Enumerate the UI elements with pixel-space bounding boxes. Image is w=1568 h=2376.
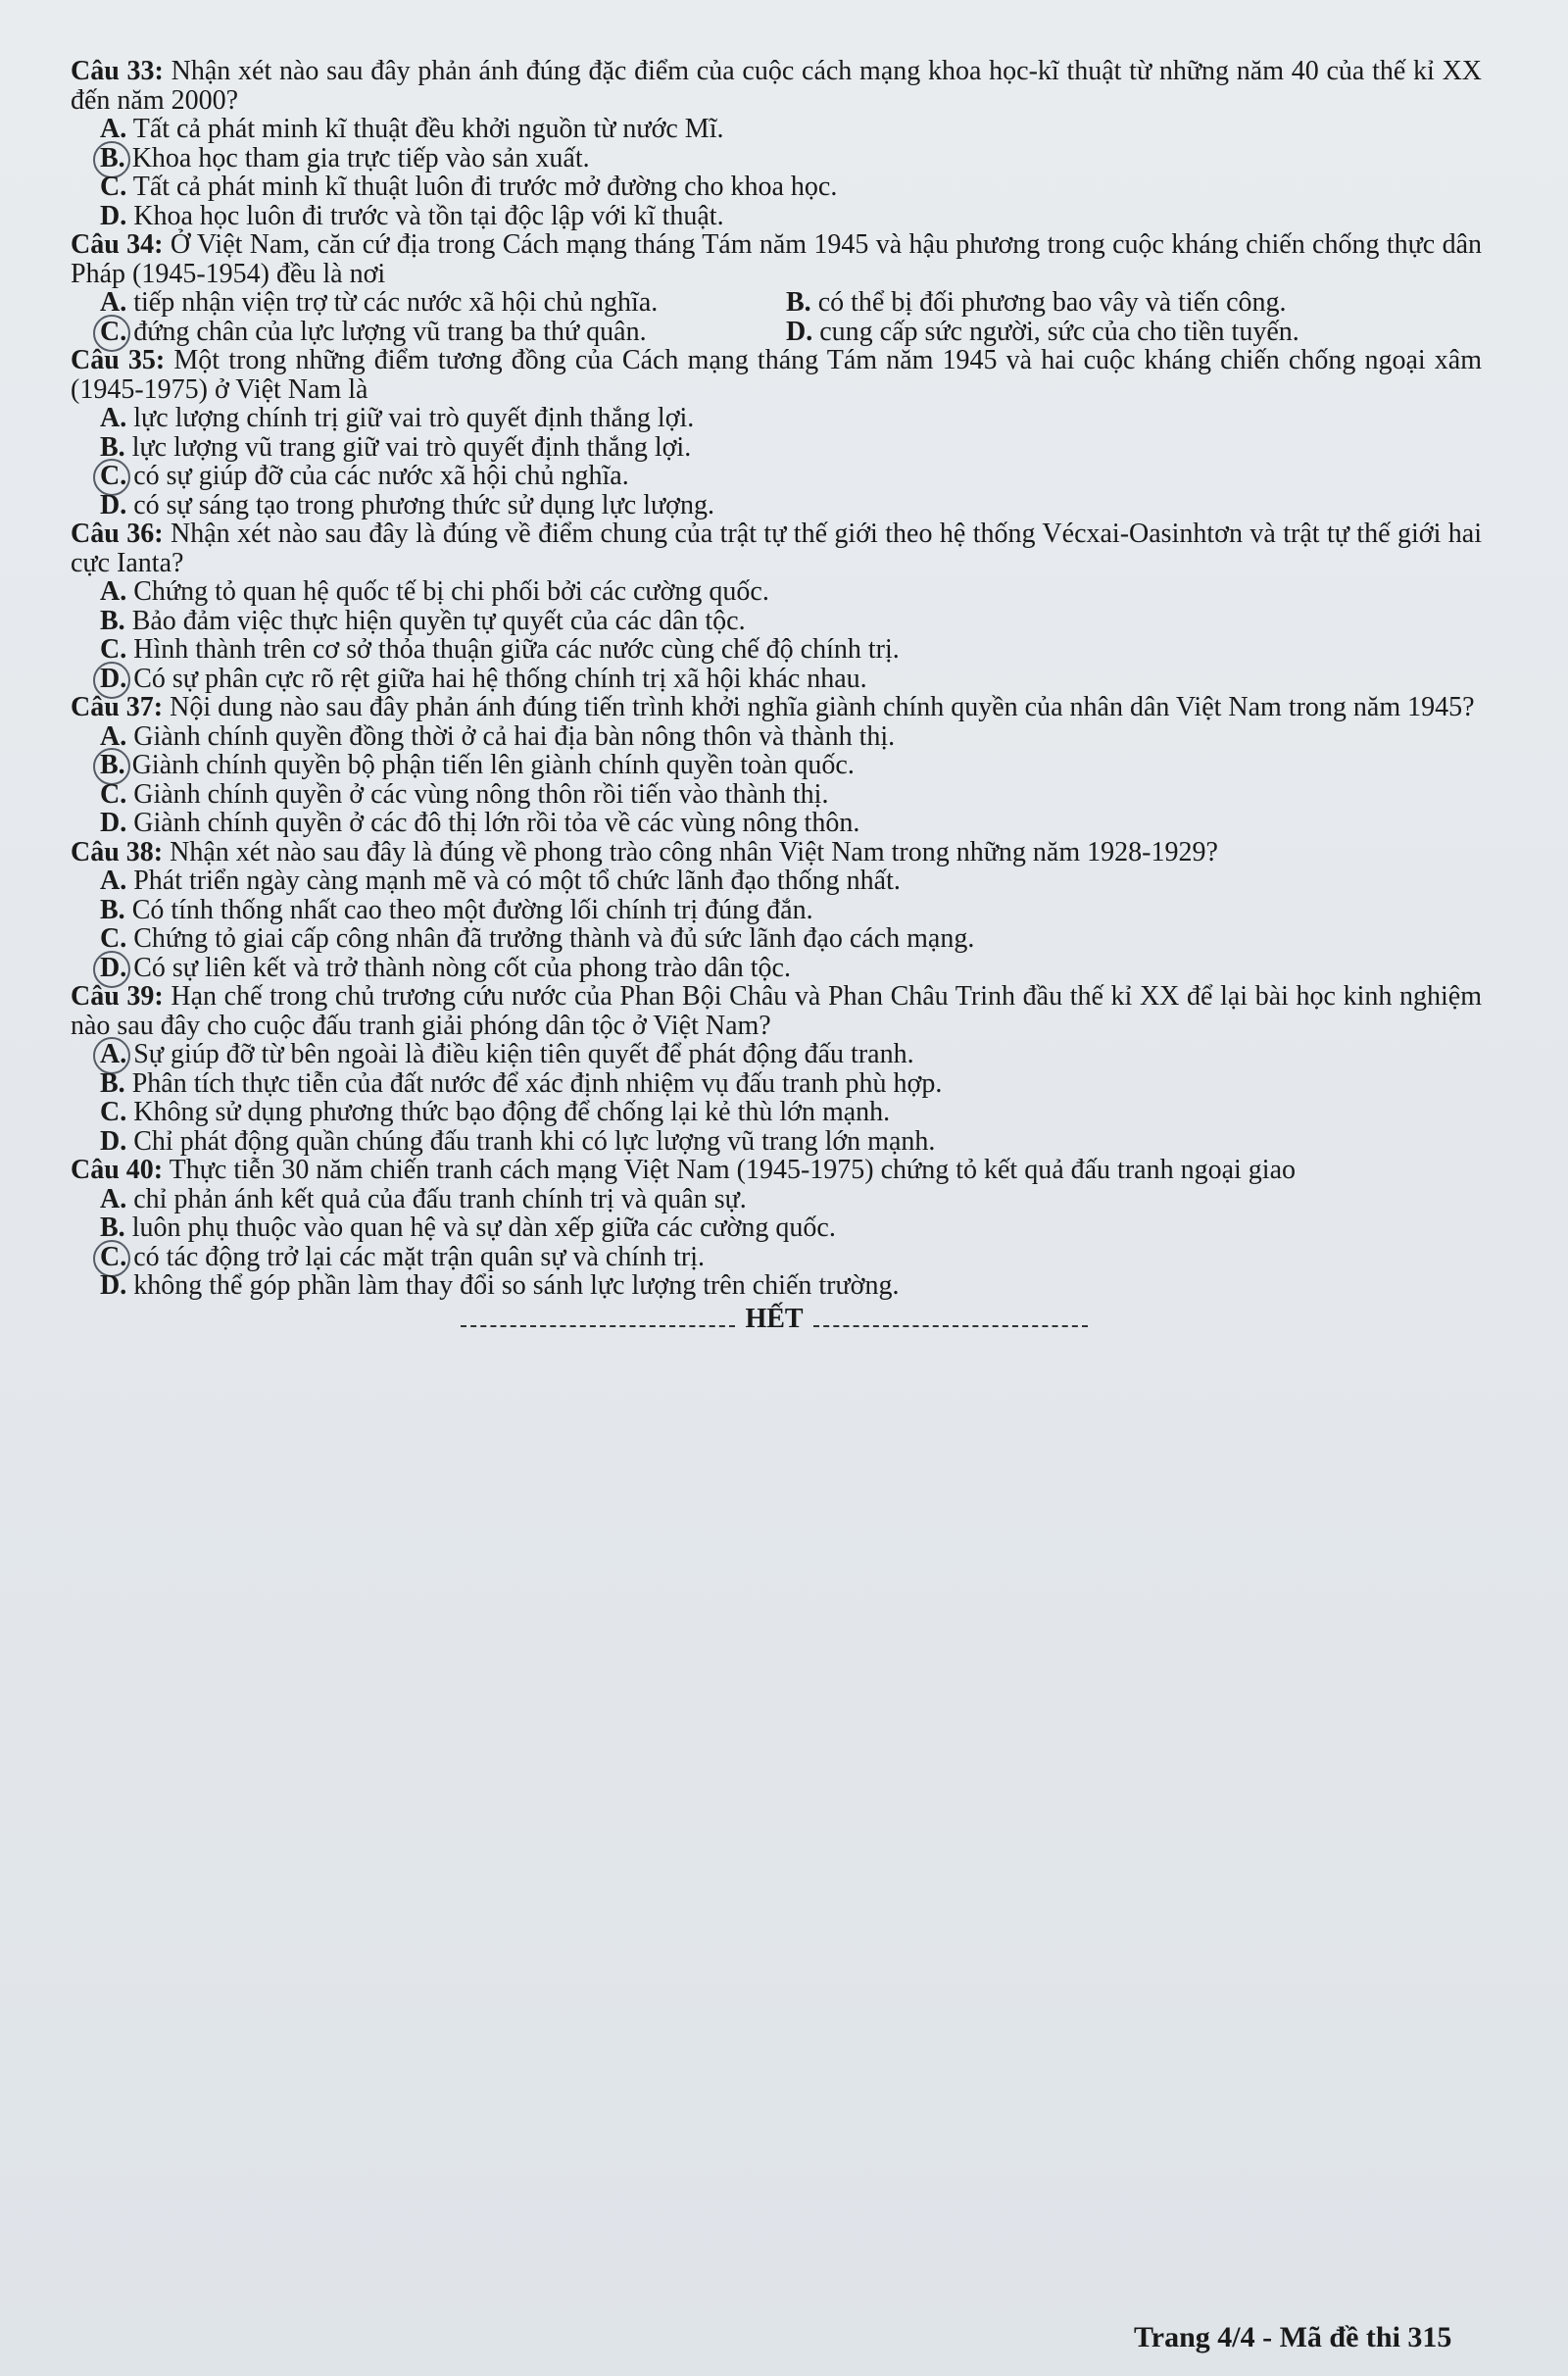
question (71, 230, 1482, 346)
answer-letter: B. (100, 431, 125, 463)
answer-option (786, 288, 1511, 318)
answer-option (100, 1069, 1482, 1099)
answer-text: có sự giúp đỡ của các nước xã hội chủ nghĩa. (133, 461, 629, 491)
end-marker (461, 1304, 1088, 1335)
answer-option (100, 1098, 1482, 1127)
answer-option (100, 115, 1482, 144)
answer-option (100, 404, 1482, 433)
answer-text: lực lượng chính trị giữ vai trò quyết định thắng lợi. (133, 403, 695, 433)
answer-text: Giành chính quyền ở các vùng nông thôn rồi tiến vào thành thị. (133, 778, 829, 810)
answer-letter: C. (100, 1097, 127, 1127)
question-stem (71, 982, 1482, 1040)
answer-text: Chứng tỏ quan hệ quốc tế bị chi phối bởi các cường quốc. (133, 576, 769, 607)
question-text: Thực tiễn 30 năm chiến tranh cách mạng Việt Nam (1945-1975) chứng tỏ kết quả đấu tranh ngoại giao (169, 1155, 1296, 1185)
divider (813, 1325, 1088, 1327)
question-stem (71, 230, 1482, 288)
question (71, 838, 1482, 983)
answer-text: có thể bị đối phương bao vây và tiến công. (817, 287, 1287, 318)
question (71, 693, 1482, 838)
question-number: Câu 38: (71, 836, 164, 867)
answer-text: lực lượng vũ trang giữ vai trò quyết định thắng lợi. (131, 431, 692, 463)
answer-option (100, 462, 1482, 491)
answer-letter: B. (786, 287, 811, 318)
answer-text: Có sự liên kết và trở thành nòng cốt của phong trào dân tộc. (133, 952, 791, 983)
answer-option (100, 288, 786, 318)
circled-answer-letter: C. (100, 316, 127, 347)
answer-option (100, 1040, 1482, 1069)
question-text: Hạn chế trong chủ trương cứu nước của Phan Bội Châu và Phan Châu Trinh đầu thế kỉ XX để lại bài học kinh nghiệm nào sau đây cho cuộc đấu tranh giải phóng dân tộc ở Việt Nam? (71, 981, 1483, 1041)
answer-text: Khoa học luôn đi trước và tồn tại độc lập với kĩ thuật. (133, 200, 724, 231)
end-text: HẾT (745, 1304, 804, 1334)
answer-option (100, 665, 1482, 694)
question-number: Câu 33: (71, 56, 164, 86)
answer-options (71, 866, 1482, 982)
answer-letter: A. (100, 287, 127, 318)
answer-options (71, 577, 1482, 693)
question-number: Câu 34: (71, 229, 164, 260)
answer-option (100, 1185, 1482, 1214)
question-stem (71, 1156, 1482, 1185)
answer-letter: A. (100, 403, 127, 433)
answer-options (71, 404, 1482, 520)
question-number: Câu 40: (71, 1155, 164, 1185)
answer-option (100, 1127, 1482, 1157)
answer-option (100, 202, 1482, 231)
answer-option (100, 924, 1482, 954)
answer-option (100, 1243, 1482, 1272)
exam-page (71, 57, 1482, 1301)
answer-text: Giành chính quyền bộ phận tiến lên giành chính quyền toàn quốc. (131, 750, 855, 780)
answer-option (100, 780, 1482, 810)
answer-option (100, 491, 1482, 520)
answer-options (71, 722, 1482, 838)
answer-letter: B. (100, 1213, 125, 1243)
answer-text: Có tính thống nhất cao theo một đường lối chính trị đúng đắn. (131, 894, 813, 925)
question-text: Nội dung nào sau đây phản ánh đúng tiến trình khởi nghĩa giành chính quyền của nhân dân Việt Nam trong năm 1945? (170, 692, 1475, 722)
answer-text: Không sử dụng phương thức bạo động để chống lại kẻ thù lớn mạnh. (133, 1097, 891, 1127)
answer-letter: A. (100, 1183, 127, 1214)
answer-text: Tất cả phát minh kĩ thuật luôn đi trước mở đường cho khoa học. (132, 172, 838, 202)
answer-text: Chỉ phát động quần chúng đấu tranh khi có lực lượng vũ trang lớn mạnh. (133, 1125, 936, 1157)
answer-option (100, 433, 1482, 463)
divider (461, 1325, 735, 1327)
answer-option (100, 954, 1482, 983)
answer-letter: C. (100, 923, 127, 954)
question-text: Ở Việt Nam, căn cứ địa trong Cách mạng tháng Tám năm 1945 và hậu phương trong cuộc kháng chiến chống thực dân Pháp (1945-1954) đều là nơi (71, 229, 1482, 289)
answer-options (71, 1040, 1482, 1156)
answer-option (100, 577, 1482, 607)
answer-letter: A. (100, 114, 127, 144)
answer-letter: A. (100, 866, 127, 896)
answer-letter: B. (100, 605, 125, 636)
answer-text: Tất cả phát minh kĩ thuật đều khởi nguồn từ nước Mĩ. (132, 114, 724, 144)
question-stem (71, 346, 1482, 404)
question-number: Câu 35: (71, 345, 166, 375)
answer-letter: D. (100, 1270, 127, 1301)
answer-text: có tác động trở lại các mặt trận quân sự và chính trị. (133, 1241, 706, 1272)
answer-letter: A. (100, 720, 127, 752)
answer-letter: B. (100, 894, 125, 925)
answer-option (100, 809, 1482, 838)
answer-letter: D. (100, 808, 127, 838)
answer-option (100, 635, 1482, 665)
answer-text: Khoa học tham gia trực tiếp vào sản xuất. (131, 142, 590, 173)
answer-text: Phát triển ngày càng mạnh mẽ và có một tổ chức lãnh đạo thống nhất. (133, 866, 901, 896)
circled-answer-letter: D. (100, 663, 127, 694)
answer-letter: C. (100, 172, 127, 202)
answer-option (100, 751, 1482, 780)
question-stem (71, 520, 1482, 577)
answer-letter: C. (100, 634, 127, 665)
answer-letter: B. (100, 1067, 125, 1099)
answer-text: Có sự phân cực rõ rệt giữa hai hệ thống chính trị xã hội khác nhau. (133, 663, 867, 694)
question-stem (71, 838, 1482, 867)
answer-options (71, 115, 1482, 230)
question (71, 520, 1482, 693)
question (71, 346, 1482, 520)
question-text: Nhận xét nào sau đây phản ánh đúng đặc điểm của cuộc cách mạng khoa học-kĩ thuật từ những năm 40 của thế kỉ XX đến năm 2000? (71, 56, 1483, 116)
page-footer: Trang 4/4 - Mã đề thi 315 (1134, 2321, 1452, 2353)
answer-option (100, 1213, 1482, 1243)
answer-option (100, 144, 1482, 173)
question-stem (71, 693, 1482, 722)
answer-text: cung cấp sức người, sức của cho tiền tuyến. (819, 316, 1299, 347)
question (71, 982, 1482, 1156)
question-stem (71, 57, 1482, 115)
answer-text: luôn phụ thuộc vào quan hệ và sự dàn xếp giữa các cường quốc. (131, 1213, 836, 1243)
answer-text: Chứng tỏ giai cấp công nhân đã trưởng thành và đủ sức lãnh đạo cách mạng. (133, 923, 975, 954)
circled-answer-letter: C. (100, 1241, 127, 1272)
answer-text: Sự giúp đỡ từ bên ngoài là điều kiện tiên quyết để phát động đấu tranh. (133, 1039, 914, 1069)
answer-option (100, 722, 1482, 752)
answer-option (100, 1271, 1482, 1301)
question-text: Nhận xét nào sau đây là đúng về phong trào công nhân Việt Nam trong những năm 1928-1929? (170, 836, 1218, 867)
answer-letter: C. (100, 778, 127, 810)
answer-text: Phân tích thực tiễn của đất nước để xác định nhiệm vụ đấu tranh phù hợp. (131, 1067, 943, 1099)
answer-text: Bảo đảm việc thực hiện quyền tự quyết của các dân tộc. (131, 605, 746, 636)
answer-letter: D. (100, 200, 127, 231)
answer-option (100, 318, 786, 347)
question-number: Câu 37: (71, 692, 164, 722)
circled-answer-letter: C. (100, 461, 127, 491)
answer-text: Giành chính quyền ở các đô thị lớn rồi tỏa về các vùng nông thôn. (133, 808, 860, 838)
question-text: Nhận xét nào sau đây là đúng về điểm chung của trật tự thế giới theo hệ thống Vécxai-Oasinhtơn và trật tự thế giới hai cực Ianta? (71, 519, 1483, 578)
question-number: Câu 39: (71, 981, 164, 1012)
circled-answer-letter: B. (100, 750, 125, 780)
answer-option (100, 173, 1482, 202)
answer-option (100, 607, 1482, 636)
circled-answer-letter: B. (100, 142, 125, 173)
question (71, 1156, 1482, 1301)
answer-text: Giành chính quyền đồng thời ở cả hai địa bàn nông thôn và thành thị. (133, 720, 896, 752)
answer-text: chỉ phản ánh kết quả của đấu tranh chính trị và quân sự. (133, 1183, 747, 1214)
answer-text: không thể góp phần làm thay đổi so sánh lực lượng trên chiến trường. (133, 1270, 900, 1301)
answer-option (100, 866, 1482, 896)
answer-options (71, 1185, 1482, 1301)
circled-answer-letter: D. (100, 952, 127, 983)
answer-text: tiếp nhận viện trợ từ các nước xã hội chủ nghĩa. (133, 287, 659, 318)
answer-option (786, 318, 1511, 347)
answer-letter: A. (100, 576, 127, 607)
answer-options (71, 288, 1482, 346)
question-text: Một trong những điểm tương đồng của Cách mạng tháng Tám năm 1945 và hai cuộc kháng chiến chống ngoại xâm (1945-1975) ở Việt Nam là (71, 345, 1483, 405)
answer-letter: D. (100, 1125, 127, 1157)
answer-letter: D. (786, 316, 813, 347)
answer-text: đứng chân của lực lượng vũ trang ba thứ quân. (133, 316, 647, 347)
answer-text: Hình thành trên cơ sở thỏa thuận giữa các nước cùng chế độ chính trị. (133, 634, 900, 665)
answer-letter: D. (100, 489, 127, 520)
question-number: Câu 36: (71, 519, 164, 549)
circled-answer-letter: A. (100, 1039, 127, 1069)
question (71, 57, 1482, 230)
answer-option (100, 896, 1482, 925)
answer-text: có sự sáng tạo trong phương thức sử dụng lực lượng. (133, 489, 714, 520)
